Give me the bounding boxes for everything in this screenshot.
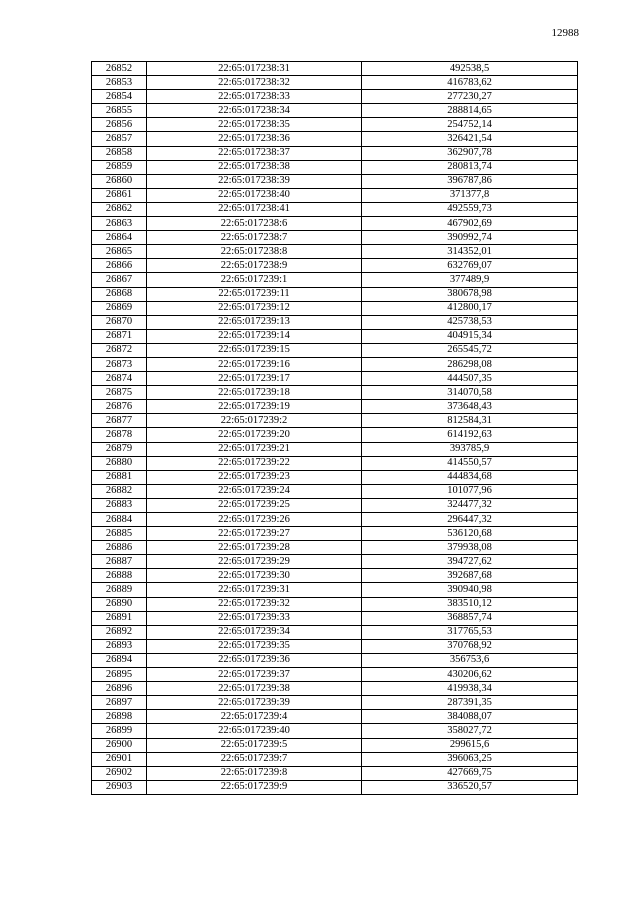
table-row (92, 428, 578, 442)
row-number-cell: 26878 (92, 428, 147, 442)
cadastral-value-cell: 296447,32 (362, 513, 578, 527)
table-row (92, 724, 578, 738)
row-number-cell: 26888 (92, 569, 147, 583)
cadastral-number-cell: 22:65:017239:16 (147, 357, 362, 371)
cadastral-number-cell: 22:65:017239:30 (147, 569, 362, 583)
cadastral-value-table (91, 61, 578, 795)
table-row (92, 343, 578, 357)
row-number-cell: 26899 (92, 724, 147, 738)
row-number-cell: 26900 (92, 738, 147, 752)
row-number-cell: 26890 (92, 597, 147, 611)
table-row (92, 653, 578, 667)
cadastral-number-cell: 22:65:017239:25 (147, 498, 362, 512)
row-number-cell: 26862 (92, 202, 147, 216)
table-row (92, 470, 578, 484)
cadastral-value-cell: 404915,34 (362, 329, 578, 343)
cadastral-value-cell: 377489,9 (362, 273, 578, 287)
cadastral-number-cell: 22:65:017238:33 (147, 90, 362, 104)
cadastral-number-cell: 22:65:017238:40 (147, 188, 362, 202)
cadastral-number-cell: 22:65:017239:15 (147, 343, 362, 357)
table-row (92, 287, 578, 301)
table-row (92, 76, 578, 90)
cadastral-value-cell: 265545,72 (362, 343, 578, 357)
cadastral-number-cell: 22:65:017238:31 (147, 62, 362, 76)
cadastral-number-cell: 22:65:017239:31 (147, 583, 362, 597)
table-row (92, 752, 578, 766)
cadastral-number-cell: 22:65:017239:2 (147, 414, 362, 428)
row-number-cell: 26886 (92, 541, 147, 555)
table-row (92, 780, 578, 794)
cadastral-value-cell: 314070,58 (362, 386, 578, 400)
row-number-cell: 26867 (92, 273, 147, 287)
cadastral-number-cell: 22:65:017239:13 (147, 315, 362, 329)
table-row (92, 386, 578, 400)
row-number-cell: 26857 (92, 132, 147, 146)
cadastral-number-cell: 22:65:017238:7 (147, 231, 362, 245)
cadastral-value-cell: 390940,98 (362, 583, 578, 597)
row-number-cell: 26903 (92, 780, 147, 794)
table-body (92, 62, 578, 795)
table-row (92, 273, 578, 287)
cadastral-number-cell: 22:65:017239:22 (147, 456, 362, 470)
cadastral-value-cell: 414550,57 (362, 456, 578, 470)
cadastral-number-cell: 22:65:017239:27 (147, 527, 362, 541)
row-number-cell: 26861 (92, 188, 147, 202)
cadastral-number-cell: 22:65:017239:34 (147, 625, 362, 639)
cadastral-value-cell: 427669,75 (362, 766, 578, 780)
table-row (92, 62, 578, 76)
row-number-cell: 26876 (92, 400, 147, 414)
row-number-cell: 26874 (92, 372, 147, 386)
row-number-cell: 26872 (92, 343, 147, 357)
cadastral-value-cell: 392687,68 (362, 569, 578, 583)
row-number-cell: 26882 (92, 484, 147, 498)
table-row (92, 555, 578, 569)
cadastral-number-cell: 22:65:017238:8 (147, 245, 362, 259)
cadastral-number-cell: 22:65:017239:29 (147, 555, 362, 569)
cadastral-number-cell: 22:65:017239:35 (147, 639, 362, 653)
row-number-cell: 26887 (92, 555, 147, 569)
row-number-cell: 26866 (92, 259, 147, 273)
table-row (92, 132, 578, 146)
row-number-cell: 26852 (92, 62, 147, 76)
table-row (92, 231, 578, 245)
cadastral-value-cell: 390992,74 (362, 231, 578, 245)
row-number-cell: 26869 (92, 301, 147, 315)
cadastral-value-cell: 326421,54 (362, 132, 578, 146)
cadastral-value-cell: 412800,17 (362, 301, 578, 315)
table-row (92, 372, 578, 386)
row-number-cell: 26868 (92, 287, 147, 301)
table-row (92, 710, 578, 724)
table-row (92, 611, 578, 625)
row-number-cell: 26880 (92, 456, 147, 470)
cadastral-number-cell: 22:65:017239:33 (147, 611, 362, 625)
row-number-cell: 26865 (92, 245, 147, 259)
table-row (92, 104, 578, 118)
cadastral-value-cell: 370768,92 (362, 639, 578, 653)
cadastral-value-cell: 280813,74 (362, 160, 578, 174)
cadastral-value-cell: 614192,63 (362, 428, 578, 442)
table-row (92, 301, 578, 315)
cadastral-value-cell: 368857,74 (362, 611, 578, 625)
cadastral-value-cell: 393785,9 (362, 442, 578, 456)
table-row (92, 625, 578, 639)
row-number-cell: 26891 (92, 611, 147, 625)
cadastral-value-cell: 396063,25 (362, 752, 578, 766)
cadastral-number-cell: 22:65:017239:20 (147, 428, 362, 442)
cadastral-number-cell: 22:65:017239:32 (147, 597, 362, 611)
table-row (92, 541, 578, 555)
row-number-cell: 26897 (92, 696, 147, 710)
cadastral-value-cell: 373648,43 (362, 400, 578, 414)
cadastral-value-cell: 383510,12 (362, 597, 578, 611)
table-row (92, 513, 578, 527)
cadastral-number-cell: 22:65:017239:8 (147, 766, 362, 780)
cadastral-number-cell: 22:65:017239:9 (147, 780, 362, 794)
cadastral-number-cell: 22:65:017238:37 (147, 146, 362, 160)
cadastral-number-cell: 22:65:017239:24 (147, 484, 362, 498)
table-row (92, 668, 578, 682)
cadastral-value-cell: 254752,14 (362, 118, 578, 132)
cadastral-value-cell: 467902,69 (362, 217, 578, 231)
row-number-cell: 26875 (92, 386, 147, 400)
row-number-cell: 26858 (92, 146, 147, 160)
cadastral-number-cell: 22:65:017238:39 (147, 174, 362, 188)
cadastral-value-cell: 379938,08 (362, 541, 578, 555)
cadastral-number-cell: 22:65:017239:5 (147, 738, 362, 752)
table-row (92, 118, 578, 132)
cadastral-value-cell: 492559,73 (362, 202, 578, 216)
row-number-cell: 26854 (92, 90, 147, 104)
table-row (92, 738, 578, 752)
cadastral-number-cell: 22:65:017238:9 (147, 259, 362, 273)
cadastral-number-cell: 22:65:017238:35 (147, 118, 362, 132)
cadastral-value-cell: 287391,35 (362, 696, 578, 710)
table-row (92, 400, 578, 414)
cadastral-value-cell: 384088,07 (362, 710, 578, 724)
cadastral-number-cell: 22:65:017238:36 (147, 132, 362, 146)
table-row (92, 414, 578, 428)
row-number-cell: 26856 (92, 118, 147, 132)
table-row (92, 329, 578, 343)
cadastral-number-cell: 22:65:017239:11 (147, 287, 362, 301)
cadastral-number-cell: 22:65:017239:4 (147, 710, 362, 724)
cadastral-value-cell: 299615,6 (362, 738, 578, 752)
cadastral-number-cell: 22:65:017238:32 (147, 76, 362, 90)
row-number-cell: 26894 (92, 653, 147, 667)
table-row (92, 456, 578, 470)
cadastral-number-cell: 22:65:017239:18 (147, 386, 362, 400)
table-row (92, 442, 578, 456)
cadastral-number-cell: 22:65:017238:38 (147, 160, 362, 174)
row-number-cell: 26893 (92, 639, 147, 653)
cadastral-number-cell: 22:65:017238:34 (147, 104, 362, 118)
cadastral-number-cell: 22:65:017239:36 (147, 653, 362, 667)
cadastral-value-cell: 371377,8 (362, 188, 578, 202)
table-row (92, 766, 578, 780)
table-row (92, 160, 578, 174)
cadastral-number-cell: 22:65:017239:23 (147, 470, 362, 484)
cadastral-value-cell: 812584,31 (362, 414, 578, 428)
row-number-cell: 26870 (92, 315, 147, 329)
row-number-cell: 26871 (92, 329, 147, 343)
table-row (92, 188, 578, 202)
row-number-cell: 26892 (92, 625, 147, 639)
table-row (92, 174, 578, 188)
row-number-cell: 26879 (92, 442, 147, 456)
cadastral-number-cell: 22:65:017239:37 (147, 668, 362, 682)
cadastral-value-cell: 416783,62 (362, 76, 578, 90)
table-row (92, 259, 578, 273)
cadastral-value-cell: 425738,53 (362, 315, 578, 329)
row-number-cell: 26853 (92, 76, 147, 90)
table-row (92, 583, 578, 597)
cadastral-number-cell: 22:65:017239:19 (147, 400, 362, 414)
row-number-cell: 26855 (92, 104, 147, 118)
cadastral-number-cell: 22:65:017239:26 (147, 513, 362, 527)
table-row (92, 569, 578, 583)
cadastral-value-cell: 536120,68 (362, 527, 578, 541)
row-number-cell: 26864 (92, 231, 147, 245)
row-number-cell: 26901 (92, 752, 147, 766)
cadastral-number-cell: 22:65:017239:38 (147, 682, 362, 696)
row-number-cell: 26877 (92, 414, 147, 428)
cadastral-value-cell: 101077,96 (362, 484, 578, 498)
cadastral-number-cell: 22:65:017238:41 (147, 202, 362, 216)
cadastral-number-cell: 22:65:017239:28 (147, 541, 362, 555)
row-number-cell: 26860 (92, 174, 147, 188)
cadastral-value-cell: 394727,62 (362, 555, 578, 569)
table-row (92, 202, 578, 216)
cadastral-value-cell: 419938,34 (362, 682, 578, 696)
cadastral-value-cell: 324477,32 (362, 498, 578, 512)
row-number-cell: 26902 (92, 766, 147, 780)
cadastral-value-cell: 314352,01 (362, 245, 578, 259)
table-row (92, 597, 578, 611)
cadastral-number-cell: 22:65:017239:17 (147, 372, 362, 386)
cadastral-number-cell: 22:65:017239:14 (147, 329, 362, 343)
cadastral-value-cell: 444834,68 (362, 470, 578, 484)
row-number-cell: 26873 (92, 357, 147, 371)
cadastral-number-cell: 22:65:017239:21 (147, 442, 362, 456)
cadastral-value-cell: 288814,65 (362, 104, 578, 118)
row-number-cell: 26881 (92, 470, 147, 484)
cadastral-value-cell: 444507,35 (362, 372, 578, 386)
cadastral-value-cell: 492538,5 (362, 62, 578, 76)
table-row (92, 217, 578, 231)
cadastral-number-cell: 22:65:017239:40 (147, 724, 362, 738)
cadastral-number-cell: 22:65:017239:39 (147, 696, 362, 710)
cadastral-value-cell: 358027,72 (362, 724, 578, 738)
row-number-cell: 26883 (92, 498, 147, 512)
row-number-cell: 26896 (92, 682, 147, 696)
row-number-cell: 26898 (92, 710, 147, 724)
table-row (92, 696, 578, 710)
cadastral-value-cell: 380678,98 (362, 287, 578, 301)
row-number-cell: 26889 (92, 583, 147, 597)
table-row (92, 245, 578, 259)
row-number-cell: 26863 (92, 217, 147, 231)
cadastral-number-cell: 22:65:017239:1 (147, 273, 362, 287)
table-row (92, 639, 578, 653)
row-number-cell: 26884 (92, 513, 147, 527)
cadastral-number-cell: 22:65:017239:12 (147, 301, 362, 315)
cadastral-value-cell: 632769,07 (362, 259, 578, 273)
cadastral-value-cell: 336520,57 (362, 780, 578, 794)
table-row (92, 90, 578, 104)
cadastral-value-cell: 286298,08 (362, 357, 578, 371)
cadastral-value-cell: 356753,6 (362, 653, 578, 667)
cadastral-number-cell: 22:65:017238:6 (147, 217, 362, 231)
cadastral-value-cell: 317765,53 (362, 625, 578, 639)
cadastral-value-cell: 277230,27 (362, 90, 578, 104)
table-row (92, 315, 578, 329)
table-row (92, 682, 578, 696)
table-row (92, 357, 578, 371)
row-number-cell: 26885 (92, 527, 147, 541)
cadastral-value-cell: 362907,78 (362, 146, 578, 160)
table-row (92, 498, 578, 512)
table-row (92, 484, 578, 498)
page-number: 12988 (551, 27, 579, 39)
cadastral-value-cell: 430206,62 (362, 668, 578, 682)
cadastral-value-cell: 396787,86 (362, 174, 578, 188)
row-number-cell: 26895 (92, 668, 147, 682)
table-row (92, 146, 578, 160)
row-number-cell: 26859 (92, 160, 147, 174)
cadastral-number-cell: 22:65:017239:7 (147, 752, 362, 766)
table-row (92, 527, 578, 541)
